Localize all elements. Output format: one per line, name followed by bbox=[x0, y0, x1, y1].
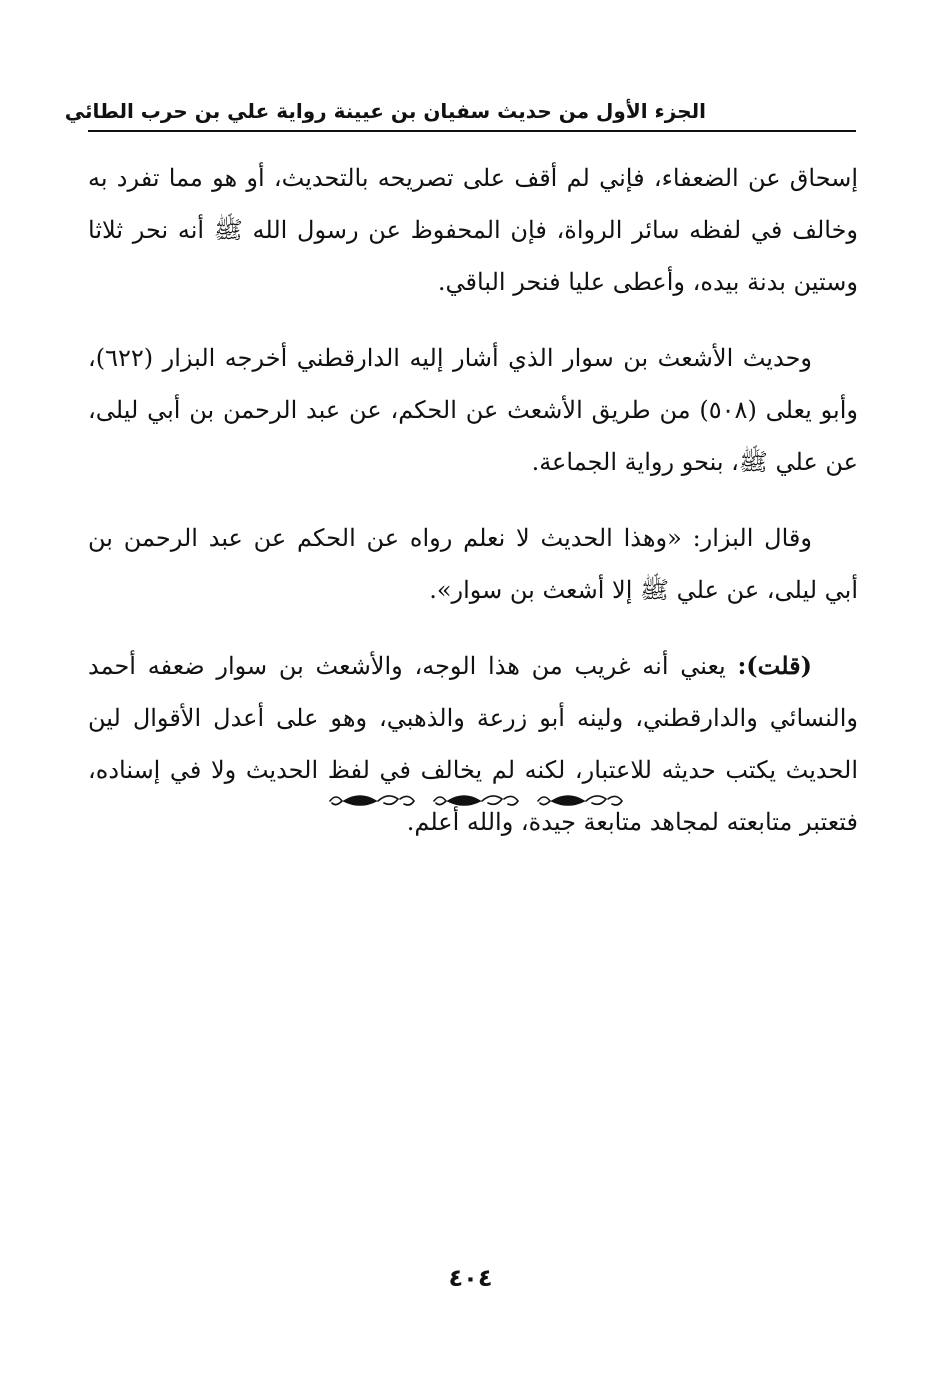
qult-label: (قلت): bbox=[737, 651, 812, 680]
header-rule bbox=[88, 130, 856, 132]
running-header: الجزء الأول من حديث سفيان بن عيينة رواية علي بن حرب الطائي bbox=[64, 99, 706, 123]
qult-text: يعني أنه غريب من هذا الوجه، والأشعث بن سوار ضعفه أحمد والنسائي والدارقطني، ولينه أبو زرعة والذهبي، وهو على أعدل الأقوال لين الحديث يكتب حديثه للاعتبار، لكنه لم يخالف في لفظ الحديث ولا في إسناده، فتعتبر متابعته لمجاهد متابعة جيدة، والله أعلم. bbox=[88, 652, 858, 836]
paragraph-2: وحديث الأشعث بن سوار الذي أشار إليه الدارقطني أخرجه البزار (٦٢٢)، وأبو يعلى (٥٠٨) من طريق الأشعث عن الحكم، عن عبد الرحمن بن أبي ليلى، عن علي ﷺ، بنحو رواية الجماعة. bbox=[88, 344, 858, 476]
paragraph-3: وقال البزار: «وهذا الحديث لا نعلم رواه عن الحكم عن عبد الرحمن بن أبي ليلى، عن علي ﷺ إلا أشعث بن سوار». bbox=[88, 524, 858, 604]
ornament-unit-3 bbox=[538, 796, 622, 805]
ornament-unit-2 bbox=[434, 796, 518, 805]
paragraph-4 bbox=[88, 640, 858, 848]
paragraph-1: إسحاق عن الضعفاء، فإني لم أقف على تصريحه بالتحديث، أو هو مما تفرد به وخالف في لفظه سائر الرواة، فإن المحفوظ عن رسول الله ﷺ أنه نحر ثلاثا وستين بدنة بيده، وأعطى عليا فنحر الباقي. bbox=[88, 164, 858, 296]
ornament-unit-1 bbox=[330, 796, 414, 805]
page-number: ٤٠٤ bbox=[448, 1264, 493, 1292]
floral-divider-icon bbox=[322, 786, 632, 816]
body-text bbox=[88, 152, 858, 872]
